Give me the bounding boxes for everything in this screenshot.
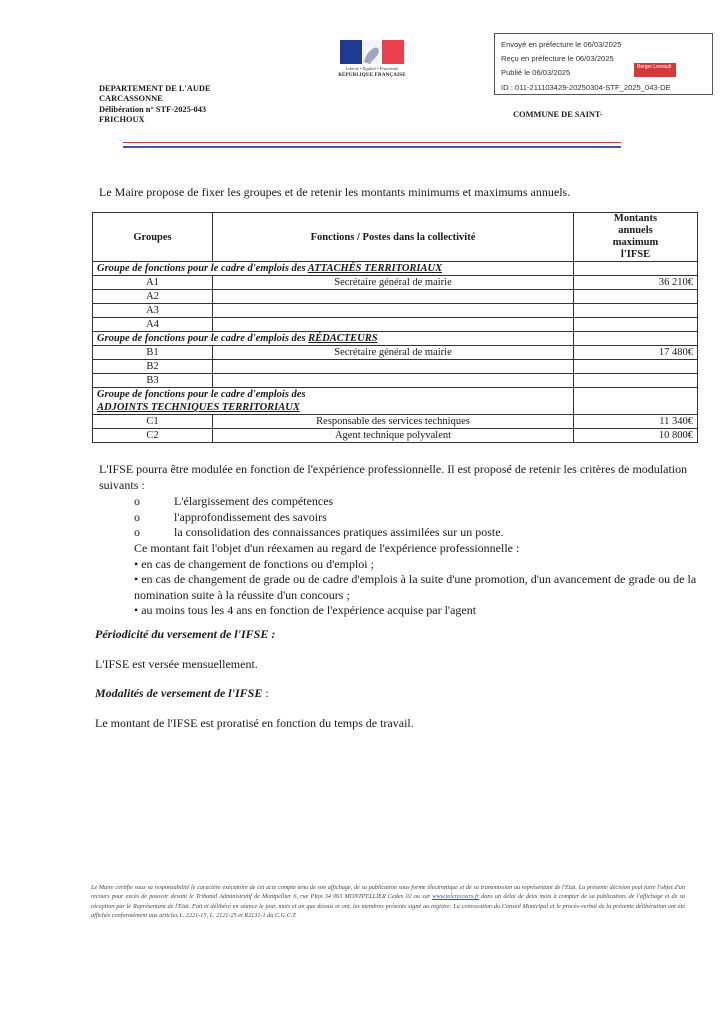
section-title-text: Modalités de versement de l'IFSE xyxy=(95,686,263,700)
logo-motto: Liberté • Égalité • Fraternité xyxy=(345,66,399,71)
modulation-paragraph: L'IFSE pourra être modulée en fonction de l'expérience professionnelle. Il est proposé de retenir les critères de modulation suivants : xyxy=(99,462,688,492)
department-name: DEPARTEMENT DE L'AUDE xyxy=(99,84,211,93)
reexamination-intro: Ce montant fait l'objet d'un réexamen au regard de l'expérience professionnelle : xyxy=(134,541,520,555)
header-amount-line: maximum xyxy=(612,237,659,248)
cell-function xyxy=(213,374,574,388)
group-name: ATTACHÉS TERRITORIAUX xyxy=(307,263,443,274)
list-item xyxy=(134,525,504,541)
group-amount-empty xyxy=(574,388,698,415)
cell-group: C2 xyxy=(93,429,213,443)
group-amount-empty xyxy=(574,332,698,346)
table-row xyxy=(93,360,698,374)
cell-function xyxy=(213,290,574,304)
cell-amount: 17 480€ xyxy=(574,346,698,360)
table-row xyxy=(93,276,698,290)
group-row-redacteurs xyxy=(93,332,698,346)
header-amount-line: Montants xyxy=(613,213,658,224)
header-amount xyxy=(574,213,698,262)
criteria-list xyxy=(134,494,504,541)
list-item: • en cas de changement de fonctions ou d'emploi ; xyxy=(134,556,374,571)
group-prefix: Groupe de fonctions pour le cadre d'emplois des xyxy=(97,333,309,344)
header-functions: Fonctions / Postes dans la collectivité xyxy=(213,213,574,262)
list-item: • en cas de changement de grade ou de cadre d'emplois à la suite d'une promotion, d'un avancement de grade ou de la nomination suite à la réussite d'un concours ; xyxy=(134,572,697,602)
footer-text: dans un délai de deux mois à compter de sa publication, de l'affichage et de sa réception par le Représentant de l'Etat. Fait et délibéré en séance le jour, mois et an que dessus et ont, les membres présents signé au registre. La convocation du Conseil Municipal et le procès-verbal de la présente délibération ont été affichés conformément aux articles L. 2221-15, L. 2121-25 et R2131-1 du C.G.C.T. xyxy=(91,893,686,919)
section-title-modalites xyxy=(95,686,269,701)
deliberation-number: Délibération n° STF-2025-043 xyxy=(99,104,207,114)
group-label xyxy=(93,332,574,346)
header-amount-line: l'IFSE xyxy=(620,249,651,260)
cell-group: A3 xyxy=(93,304,213,318)
cell-function: Agent technique polyvalent xyxy=(213,429,574,443)
table-row xyxy=(93,415,698,429)
section-text-periodicite: L'IFSE est versée mensuellement. xyxy=(95,657,258,671)
table-row xyxy=(93,346,698,360)
marianne-flag-icon xyxy=(340,40,404,64)
cell-function: Responsable des services techniques xyxy=(213,415,574,429)
footer-text: Le Maire certifie sous sa responsabilité le caractère exécutoire de cet acte compte tenu de son affichage, de sa publication sous forme électronique et de sa transmission au représentant de l'Etat. La présente décision peut faire l'objet d'un recours pour excès de pouvoir devant le Tribunal Administratif de Montpellier 6, rue Pitot 34 063 MONTPELLIER Cedex 02 ou sur xyxy=(91,884,685,901)
group-name: RÉDACTEURS xyxy=(308,333,378,344)
cell-amount xyxy=(574,374,698,388)
criterion-text: L'élargissement des compétences xyxy=(174,494,334,508)
cell-amount: 11 340€ xyxy=(574,415,698,429)
cell-group: B1 xyxy=(93,346,213,360)
stamp-sent: Envoyé en préfecture le 06/03/2025 xyxy=(501,40,622,49)
group-label xyxy=(93,262,574,276)
cell-group: C1 xyxy=(93,415,213,429)
table-row xyxy=(93,290,698,304)
divider-red xyxy=(123,142,621,143)
cell-group: A1 xyxy=(93,276,213,290)
list-item xyxy=(134,510,504,526)
list-item: • au moins tous les 4 ans en fonction de l'expérience acquise par l'agent xyxy=(134,603,477,617)
telerecours-link[interactable]: www.telerecours.fr xyxy=(432,893,479,901)
cell-amount xyxy=(574,290,698,304)
stamp-id: ID : 011-211103429-20250304-STF_2025_043-DE xyxy=(501,83,671,92)
group-name: ADJOINTS TECHNIQUES TERRITORIAUX xyxy=(97,402,300,413)
cell-function: Secrétaire général de mairie xyxy=(213,276,574,290)
cell-group: B3 xyxy=(93,374,213,388)
cell-function xyxy=(213,304,574,318)
group-amount-empty xyxy=(574,262,698,276)
section-title-periodicite: Périodicité du versement de l'IFSE : xyxy=(95,627,276,641)
section-text-modalites: Le montant de l'IFSE est proratisé en fonction du temps de travail. xyxy=(95,716,414,730)
legal-footer xyxy=(91,883,685,920)
berger-levrault-badge: Berger Levrault xyxy=(634,63,676,77)
republique-francaise-logo xyxy=(336,40,408,84)
table-row xyxy=(93,374,698,388)
cell-group: A4 xyxy=(93,318,213,332)
stamp-published: Publié le 06/03/2025 xyxy=(501,68,571,77)
ifse-table xyxy=(92,212,698,443)
cell-amount xyxy=(574,318,698,332)
stamp-received: Reçu en préfecture le 06/03/2025 xyxy=(501,54,614,63)
group-label xyxy=(93,388,574,415)
header-groups: Groupes xyxy=(93,213,213,262)
cell-function xyxy=(213,360,574,374)
cell-amount: 10 800€ xyxy=(574,429,698,443)
bullet-icon: o xyxy=(134,509,140,524)
group-prefix: Groupe de fonctions pour le cadre d'emplois des xyxy=(97,389,306,400)
cell-function: Secrétaire général de mairie xyxy=(213,346,574,360)
list-item xyxy=(134,494,504,510)
table-row xyxy=(93,318,698,332)
cell-function xyxy=(213,318,574,332)
commune-short: FRICHOUX xyxy=(99,115,145,125)
group-row-attaches xyxy=(93,262,698,276)
cell-amount xyxy=(574,304,698,318)
criterion-text: la consolidation des connaissances pratiques assimilées sur un poste. xyxy=(174,525,504,539)
divider-blue xyxy=(123,146,621,148)
reexamination-block xyxy=(134,541,704,619)
table-row xyxy=(93,304,698,318)
group-row-adjoints-techniques xyxy=(93,388,698,415)
logo-republique-francaise: RÉPUBLIQUE FRANÇAISE xyxy=(338,73,406,78)
header-amount-line: annuels xyxy=(618,225,653,236)
department-header xyxy=(99,84,211,126)
cell-group: A2 xyxy=(93,290,213,304)
intro-text: Le Maire propose de fixer les groupes et de retenir les montants minimums et maximums annuels. xyxy=(99,185,571,199)
prefecture-stamp xyxy=(494,33,713,95)
cell-amount: 36 210€ xyxy=(574,276,698,290)
commune-header: COMMUNE DE SAINT- xyxy=(513,110,603,119)
section-title-colon: : xyxy=(262,686,269,700)
bullet-icon: o xyxy=(134,525,140,539)
criterion-text: l'approfondissement des savoirs xyxy=(174,509,327,524)
cell-amount xyxy=(574,360,698,374)
bullet-icon: o xyxy=(134,494,140,508)
table-row xyxy=(93,429,698,443)
city-name: CARCASSONNE xyxy=(99,94,163,104)
group-prefix: Groupe de fonctions pour le cadre d'emplois des xyxy=(97,263,308,274)
cell-group: B2 xyxy=(93,360,213,374)
table-header-row xyxy=(93,213,698,262)
